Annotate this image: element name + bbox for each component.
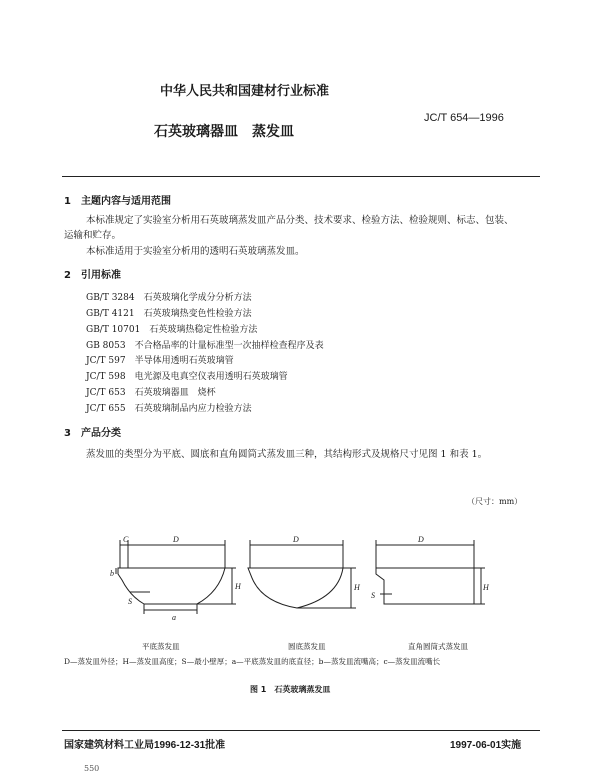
label-S: S: [371, 591, 375, 600]
reference-item: GB/T 10701 石英玻璃热稳定性检验方法: [86, 325, 258, 335]
document-title: 石英玻璃器皿 蒸发皿: [154, 124, 294, 140]
label-D: D: [418, 535, 424, 544]
reference-item: JC/T 653 石英玻璃器皿 烧杯: [86, 388, 216, 398]
cylindrical-dish-drawing: [376, 540, 485, 604]
caption-cylindrical: 直角圆筒式蒸发皿: [408, 642, 468, 651]
label-H: H: [354, 583, 360, 592]
dimension-unit-note: （尺寸：mm）: [467, 497, 523, 506]
page-number: 550: [84, 764, 100, 773]
round-bottom-dish-drawing: [248, 540, 356, 608]
evaporating-dish-figure: [100, 532, 500, 632]
label-C: C: [123, 535, 129, 544]
header-divider: [62, 176, 540, 177]
figure-legend: D—蒸发皿外径；H—蒸发皿高度；S—最小壁厚；a—平底蒸发皿的底直径；b—蒸发皿流嘴高；c—蒸发皿流嘴长: [64, 657, 441, 666]
standard-code: JC/T 654—1996: [424, 112, 504, 124]
label-D: D: [293, 535, 299, 544]
caption-flat-bottom: 平底蒸发皿: [142, 642, 180, 651]
label-D: D: [173, 535, 179, 544]
implementation-date: 1997-06-01实施: [450, 740, 522, 751]
reference-item: GB/T 3284 石英玻璃化学成分分析方法: [86, 293, 252, 303]
figure-title: 图 1 石英玻璃蒸发皿: [250, 685, 331, 694]
label-b: b: [110, 569, 114, 578]
section-1-heading: 1 主题内容与适用范围: [64, 196, 171, 207]
reference-item: JC/T 598 电光源及电真空仪表用透明石英玻璃管: [86, 372, 288, 382]
reference-item: JC/T 655 石英玻璃制品内应力检验方法: [86, 404, 252, 414]
reference-item: JC/T 597 半导体用透明石英玻璃管: [86, 356, 234, 366]
label-H: H: [235, 582, 241, 591]
reference-item: GB 8053 不合格品率的计量标准型一次抽样检查程序及表: [86, 341, 324, 351]
section-3-heading: 3 产品分类: [64, 428, 121, 439]
label-a: a: [172, 613, 176, 622]
standard-category-title: 中华人民共和国建材行业标准: [160, 84, 330, 99]
section-1-paragraph-2: 本标准适用于实验室分析用的透明石英玻璃蒸发皿。: [86, 246, 305, 257]
section-3-paragraph: 蒸发皿的类型分为平底、圆底和直角圆筒式蒸发皿三种，其结构形式及规格尺寸见图 1 和表 1。: [86, 449, 488, 460]
label-S: S: [128, 597, 132, 606]
approval-date: 国家建筑材料工业局1996-12-31批准: [64, 740, 226, 751]
section-1-paragraph-1: 本标准规定了实验室分析用石英玻璃蒸发皿产品分类、技术要求、检验方法、检验规则、标志、包装、: [86, 215, 514, 226]
reference-item: GB/T 4121 石英玻璃热变色性检验方法: [86, 309, 252, 319]
flat-bottom-dish-drawing: [116, 540, 236, 614]
footer-divider: [62, 730, 540, 731]
section-1-paragraph-1-cont: 运输和贮存。: [64, 230, 122, 241]
caption-round-bottom: 圆底蒸发皿: [288, 642, 326, 651]
label-H: H: [483, 583, 489, 592]
section-2-heading: 2 引用标准: [64, 270, 121, 281]
